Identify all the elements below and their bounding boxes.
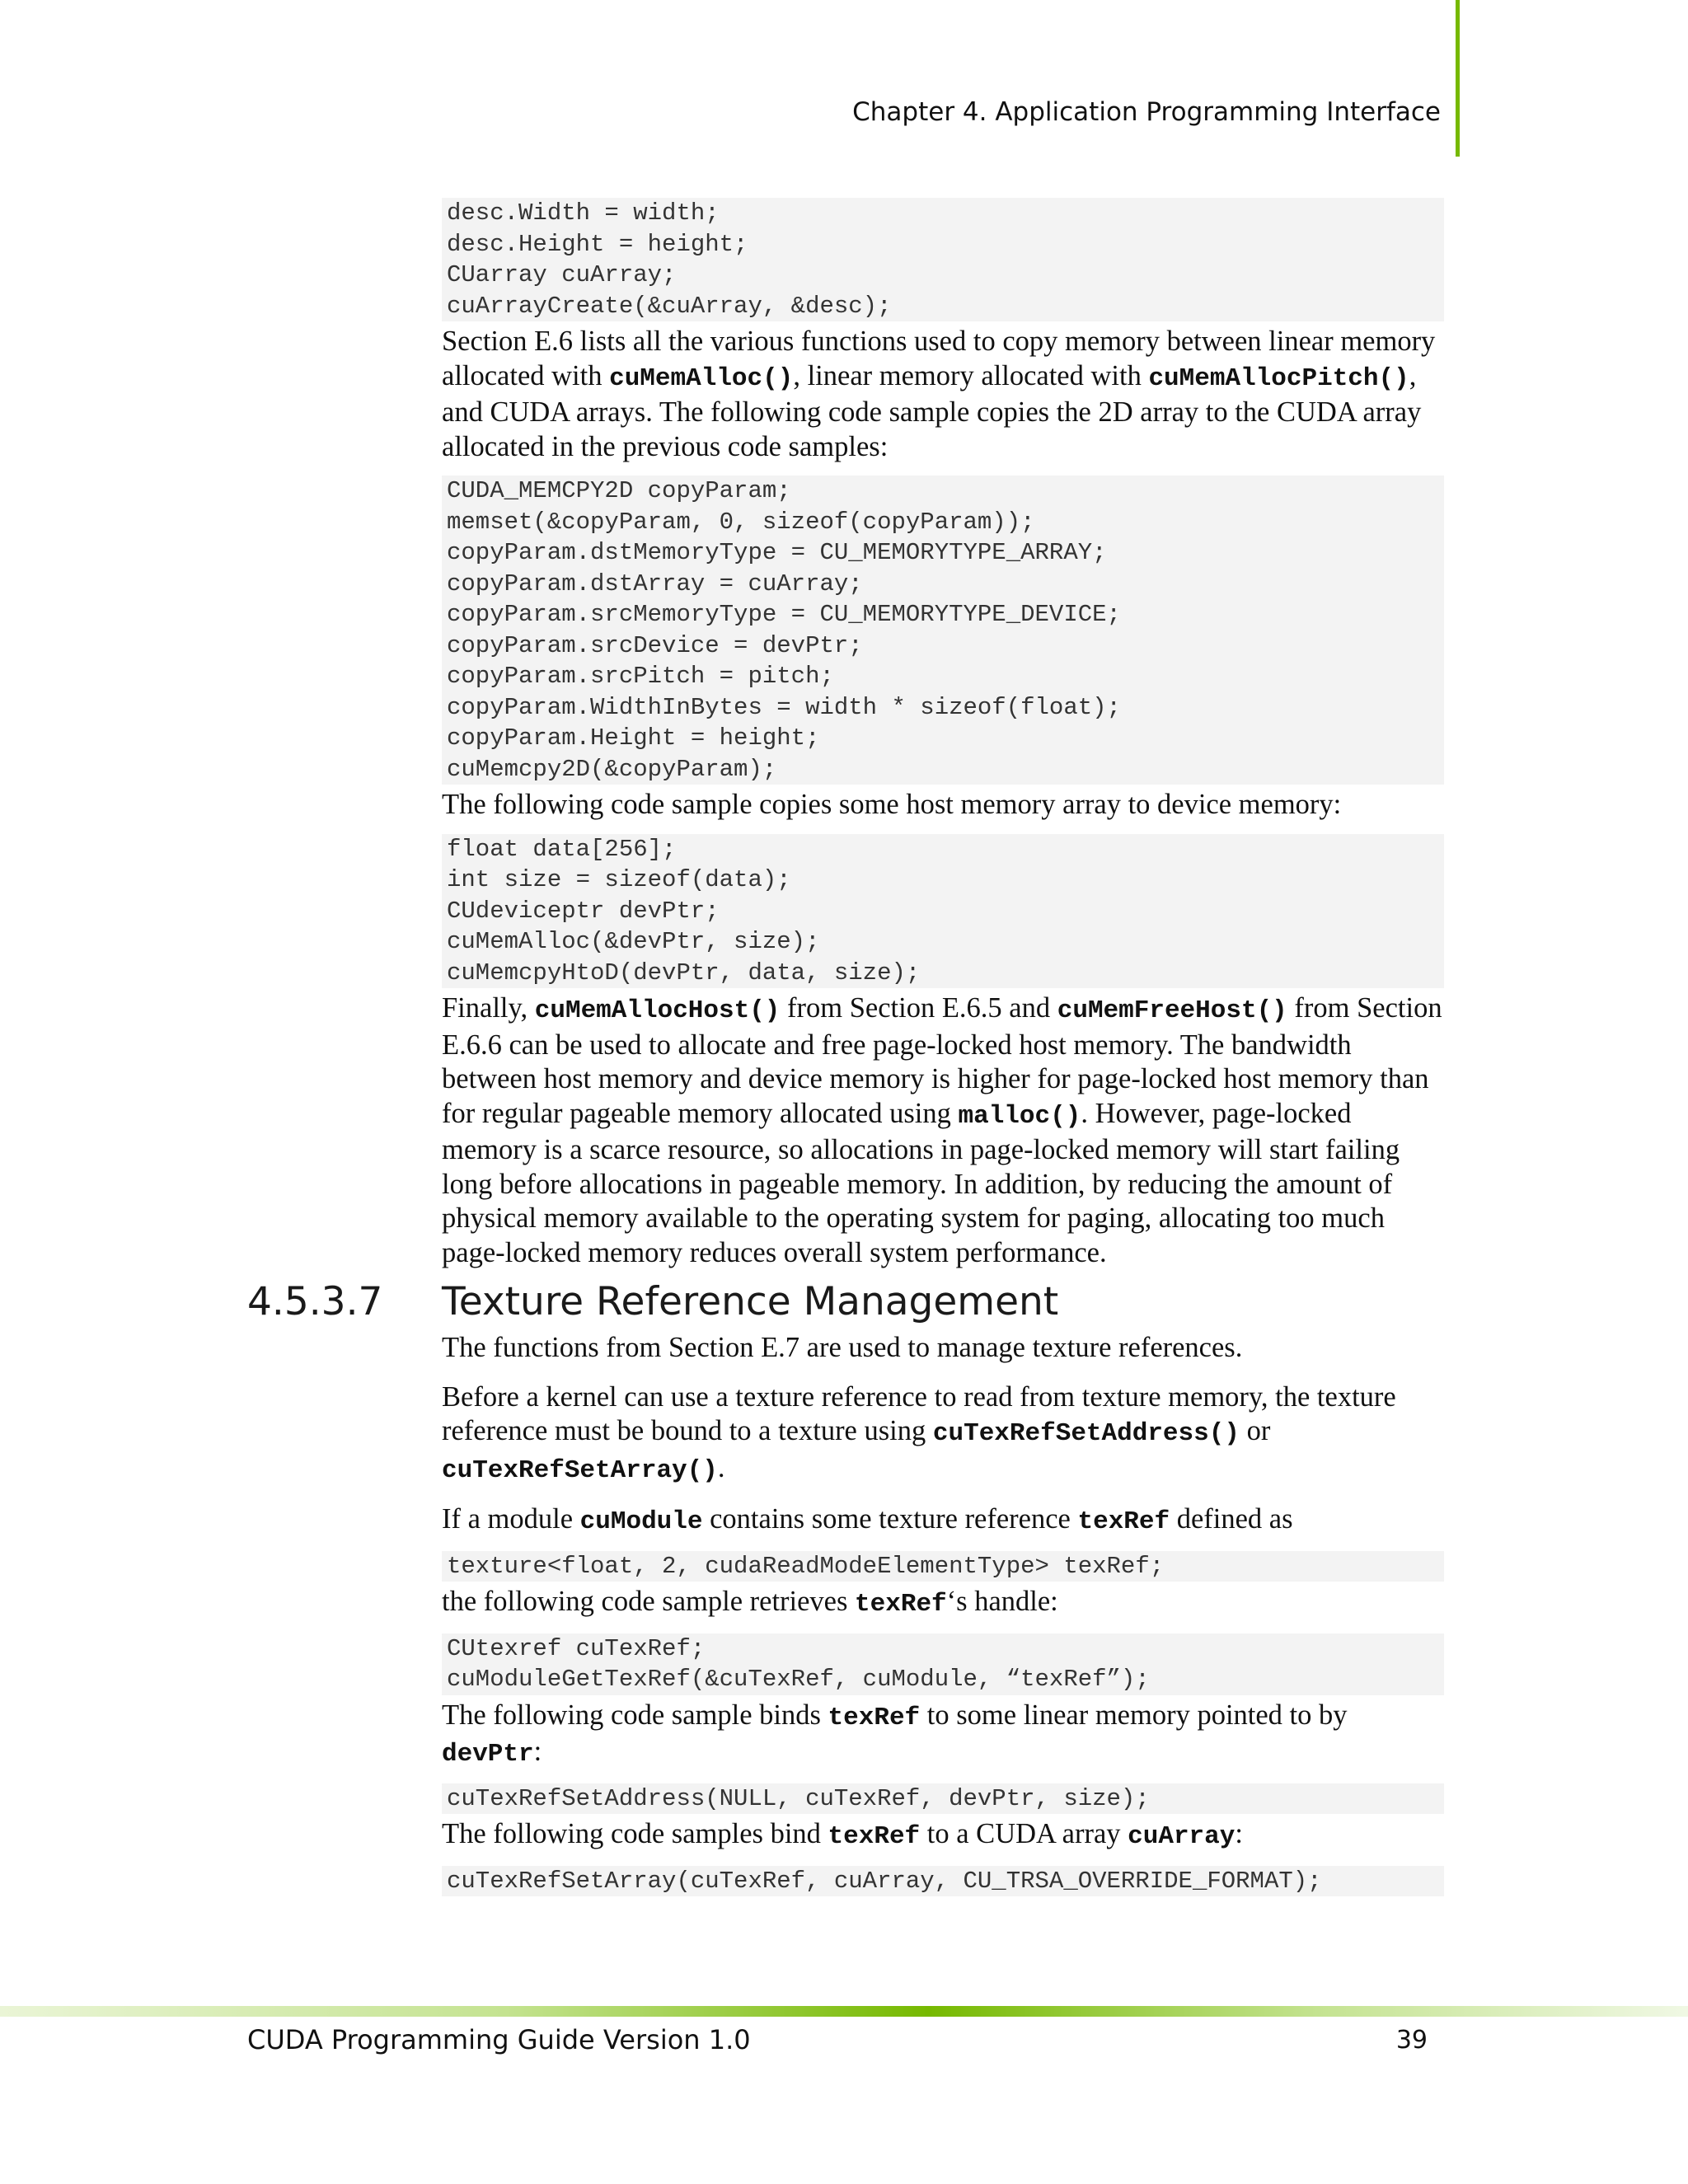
code-block: desc.Width = width; desc.Height = height; CUarray cuArray; cuArrayCreate(&cuArray, &desc); [442, 198, 1444, 321]
paragraph: The functions from Section E.7 are used to manage texture references. [442, 1332, 1243, 1363]
inline-code: texRef [828, 1822, 921, 1851]
inline-code: texRef [855, 1590, 947, 1619]
paragraph: Finally, cuMemAllocHost() from Section E.6.5 and cuMemFreeHost() from Section E.6.6 can be used to allocate and free page-locked host memory. The bandwidth between host memory and device memory is higher for page-locked host memory than for regular pageable memory allocated using malloc(). However, page-locked memory is a scarce resource, so allocations in page-locked memory will start failing long before allocations in pageable memory. In addition, by reducing the amount of physical memory available to the operating system for paging, allocating too much page-locked memory reduces overall system performance. [442, 992, 1442, 1268]
code-block: float data[256]; int size = sizeof(data); CUdeviceptr devPtr; cuMemAlloc(&devPtr, size); cuMemcpyHtoD(devPtr, data, size); [442, 834, 1444, 989]
inline-code: cuTexRefSetArray() [442, 1455, 718, 1485]
footer-accent-band [0, 2006, 1688, 2017]
code-block: texture<float, 2, cudaReadModeElementType> texRef; [442, 1551, 1444, 1582]
page-body [247, 198, 1444, 1898]
inline-code: cuModule [579, 1507, 703, 1536]
footer-document-title: CUDA Programming Guide Version 1.0 [247, 2024, 751, 2055]
inline-code: cuMemAllocHost() [534, 996, 781, 1025]
header-accent-rule [1456, 0, 1460, 157]
code-block: CUtexref cuTexRef; cuModuleGetTexRef(&cuTexRef, cuModule, “texRef”); [442, 1633, 1444, 1695]
paragraph: If a module cuModule contains some texture reference texRef defined as [442, 1503, 1293, 1536]
inline-code: cuMemAlloc() [609, 363, 794, 393]
section-number: 4.5.3.7 [247, 1279, 383, 1324]
code-block: cuTexRefSetAddress(NULL, cuTexRef, devPtr, size); [442, 1783, 1444, 1815]
code-block: cuTexRefSetArray(cuTexRef, cuArray, CU_TRSA_OVERRIDE_FORMAT); [442, 1866, 1444, 1897]
inline-code: cuArray [1128, 1822, 1236, 1851]
inline-code: cuMemFreeHost() [1057, 996, 1287, 1025]
paragraph: the following code sample retrieves texRef‘s handle: [442, 1586, 1058, 1619]
inline-code: cuTexRefSetAddress() [932, 1419, 1240, 1448]
code-block: CUDA_MEMCPY2D copyParam; memset(&copyParam, 0, sizeof(copyParam)); copyParam.dstMemoryType = CU_MEMORYTYPE_ARRAY; copyParam.dstArray = cuArray; copyParam.srcMemoryType = CU_MEMORYTYPE_DEVICE; copyParam.srcDevice = devPtr; copyParam.srcPitch = pitch; copyParam.WidthInBytes = width * sizeof(float); copyParam.Height = height; cuMemcpy2D(&copyParam); [442, 476, 1444, 785]
inline-code: texRef [1077, 1507, 1170, 1536]
page-number: 39 [1395, 2026, 1428, 2055]
inline-code: malloc() [958, 1101, 1081, 1131]
section-title: Texture Reference Management [442, 1279, 1059, 1324]
inline-code: texRef [828, 1703, 921, 1732]
inline-code: devPtr [442, 1740, 534, 1769]
paragraph: The following code sample copies some host memory array to device memory: [442, 789, 1342, 820]
section-heading [247, 1277, 1444, 1328]
paragraph: Before a kernel can use a texture reference to read from texture memory, the texture reference must be bound to a texture using cuTexRefSetAddress() or cuTexRefSetArray(). [442, 1380, 1396, 1485]
paragraph: The following code samples bind texRef to a CUDA array cuArray: [442, 1818, 1243, 1851]
running-header: Chapter 4. Application Programming Interface [852, 97, 1441, 127]
inline-code: cuMemAllocPitch() [1148, 363, 1409, 393]
paragraph: The following code sample binds texRef to some linear memory pointed to by devPtr: [442, 1699, 1348, 1769]
paragraph: Section E.6 lists all the various functions used to copy memory between linear memory allocated with cuMemAlloc(), linear memory allocated with cuMemAllocPitch(), and CUDA arrays. The following code sample copies the 2D array to the CUDA array allocated in the previous code samples: [442, 326, 1436, 462]
